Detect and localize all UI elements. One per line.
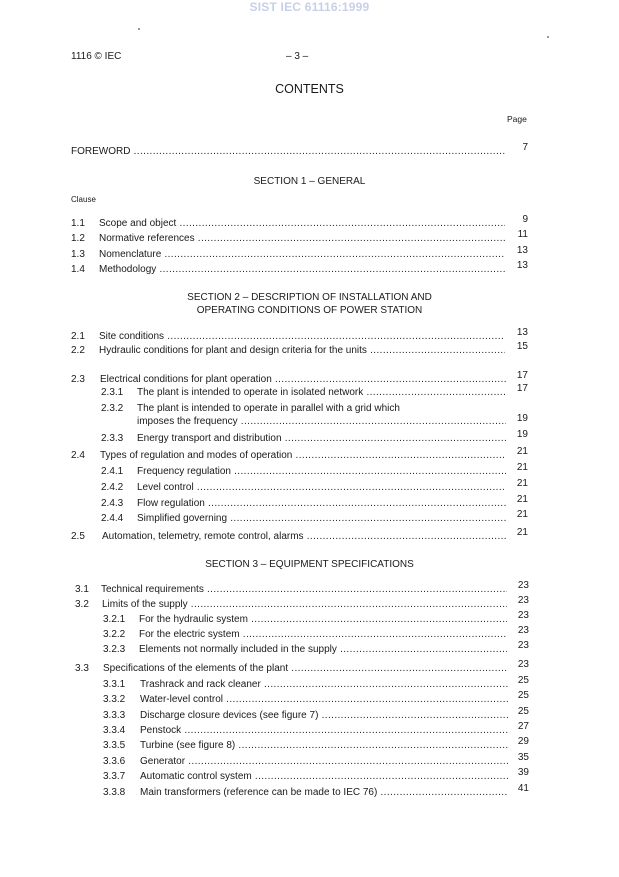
toc-entry-number: 2.5	[71, 531, 85, 542]
toc-entry-text: Discharge closure devices (see figure 7) .....	[140, 710, 508, 721]
toc-entry-text: For the hydraulic system .....	[139, 614, 507, 625]
toc-entry-text: Energy transport and distribution .....	[137, 433, 506, 444]
toc-entry-number: 3.3.6	[103, 756, 126, 767]
toc-entry-page: 21	[516, 462, 528, 473]
toc-entry-text: Turbine (see figure 8) .....	[140, 740, 508, 751]
toc-entry-number: 3.3.7	[103, 771, 126, 782]
toc-entry-text: Simplified governing .....	[137, 513, 506, 524]
toc-entry-text: Methodology .....	[99, 264, 505, 275]
toc-entry[interactable]	[0, 509, 619, 527]
toc-entry-text: Trashrack and rack cleaner .....	[140, 679, 508, 690]
section-2-heading-line1: SECTION 2 – DESCRIPTION OF INSTALLATION AND	[187, 292, 432, 303]
toc-entry-text: Scope and object .....	[99, 218, 505, 229]
header-left: 1116 © IEC	[71, 51, 122, 62]
watermark: SIST IEC 61116:1999	[249, 0, 370, 14]
toc-entry-text: The plant is intended to operate in parallel with a grid which	[137, 403, 400, 414]
toc-entry-number: 2.3	[71, 374, 85, 385]
toc-entry-text: Water-level control .....	[140, 694, 508, 705]
toc-entry-page: 21	[516, 494, 528, 505]
toc-entry-text: Site conditions .....	[99, 331, 505, 342]
toc-entry-page: 19	[516, 429, 528, 440]
toc-entry-number: 3.3.5	[103, 740, 126, 751]
toc-entry-number: 2.4.4	[101, 513, 124, 524]
toc-entry-page: 9	[522, 214, 528, 225]
toc-entry-number: 2.3.1	[101, 387, 124, 398]
toc-entry-number: 2.4.3	[101, 498, 124, 509]
toc-entry-page: 19	[516, 413, 528, 424]
toc-entry-page: 11	[517, 229, 528, 240]
toc-entry-page: 23	[517, 659, 529, 670]
toc-entry-page: 25	[517, 675, 529, 686]
toc-entry-page: 23	[517, 580, 529, 591]
toc-entry-page: 23	[517, 595, 529, 606]
toc-entry-number: 1.2	[71, 233, 85, 244]
toc-entry-page: 21	[516, 509, 528, 520]
toc-entry[interactable]	[0, 403, 619, 427]
toc-entry-text: Automatic control system .....	[140, 771, 508, 782]
toc-entry-page: 21	[516, 478, 528, 489]
toc-entry-page: 29	[517, 736, 529, 747]
toc-entry-number: 2.4.1	[101, 466, 124, 477]
toc-entry-text: For the electric system .....	[139, 629, 507, 640]
toc-entry-page: 23	[517, 640, 529, 651]
toc-entry-page: 25	[517, 706, 529, 717]
toc-entry-number: 3.2.3	[103, 644, 126, 655]
clause-column-label: Clause	[71, 195, 96, 204]
toc-entry-text: Flow regulation .....	[137, 498, 506, 509]
toc-entry-number: 3.2.1	[103, 614, 126, 625]
toc-entry-number: 3.2	[75, 599, 89, 610]
toc-entry-page: 39	[517, 767, 529, 778]
toc-entry-text: Limits of the supply .....	[102, 599, 507, 610]
toc-entry[interactable]	[0, 260, 619, 278]
section-3-heading: SECTION 3 – EQUIPMENT SPECIFICATIONS	[205, 559, 414, 570]
toc-entry-text-continued: imposes the frequency .....	[137, 416, 506, 427]
toc-entry-text: Normative references .....	[99, 233, 505, 244]
toc-entry-number: 3.3	[75, 663, 89, 674]
toc-entry-number: 1.3	[71, 249, 85, 260]
toc-entry-page: 21	[516, 527, 528, 538]
contents-title: CONTENTS	[275, 82, 344, 96]
section-1-heading: SECTION 1 – GENERAL	[253, 176, 366, 187]
toc-entry[interactable]	[0, 527, 619, 545]
toc-entry-number: 3.3.2	[103, 694, 126, 705]
toc-entry-page: 35	[517, 752, 529, 763]
toc-entry-number: 3.3.4	[103, 725, 126, 736]
toc-entry-number: 2.2	[71, 345, 85, 356]
toc-entry-text: Hydraulic conditions for plant and design criteria for the units .....	[99, 345, 505, 356]
toc-entry-text: Automation, telemetry, remote control, alarms .....	[102, 531, 506, 542]
toc-entry-page: 17	[516, 383, 528, 394]
toc-entry-text: Frequency regulation .....	[137, 466, 506, 477]
toc-entry-number: 1.1	[71, 218, 85, 229]
toc-entry-number: 2.1	[71, 331, 85, 342]
toc-entry-page: 7	[522, 142, 528, 153]
toc-entry-number: 2.3.3	[101, 433, 124, 444]
header-page-number: – 3 –	[286, 51, 309, 62]
toc-entry-number: 1.4	[71, 264, 85, 275]
toc-entry-page: 27	[517, 721, 529, 732]
toc-entry-text: The plant is intended to operate in isolated network .....	[137, 387, 506, 398]
toc-entry-text: Level control .....	[137, 482, 506, 493]
toc-entry-page: 23	[517, 610, 529, 621]
toc-entry-foreword[interactable]	[0, 142, 619, 160]
toc-entry-page: 13	[516, 260, 528, 271]
toc-entry-number: 3.3.1	[103, 679, 126, 690]
toc-entry[interactable]	[0, 640, 619, 658]
toc-entry-number: 3.3.8	[103, 787, 126, 798]
toc-entry-page: 13	[516, 327, 528, 338]
toc-entry-number: 3.2.2	[103, 629, 126, 640]
toc-entry[interactable]	[0, 783, 619, 801]
speck	[138, 28, 140, 30]
toc-entry[interactable]	[0, 429, 619, 447]
toc-entry-number: 3.3.3	[103, 710, 126, 721]
toc-entry-number: 3.1	[75, 584, 89, 595]
section-2-heading-line2: OPERATING CONDITIONS OF POWER STATION	[196, 305, 423, 316]
toc-entry-text: Electrical conditions for plant operation .....	[100, 374, 506, 385]
toc-entry[interactable]	[0, 383, 619, 401]
toc-entry-page: 21	[516, 446, 528, 457]
page-column-label: Page	[507, 114, 527, 124]
toc-entry-text: Generator .....	[140, 756, 508, 767]
toc-entry-number: 2.4.2	[101, 482, 124, 493]
toc-entry-text: Specifications of the elements of the plant .....	[103, 663, 507, 674]
toc-entry-text: Nomenclature .....	[99, 249, 505, 260]
toc-entry-text: Main transformers (reference can be made to IEC 76) .....	[140, 787, 508, 798]
toc-entry-page: 17	[516, 370, 528, 381]
toc-entry-text: Technical requirements .....	[101, 584, 507, 595]
toc-entry-page: 23	[517, 625, 529, 636]
toc-entry-page: 41	[517, 783, 529, 794]
toc-entry-page: 25	[517, 690, 529, 701]
toc-entry-number: 2.4	[71, 450, 85, 461]
speck	[547, 36, 549, 38]
toc-entry-text: FOREWORD .....	[71, 146, 506, 157]
toc-entry-page: 13	[516, 245, 528, 256]
toc-entry-number: 2.3.2	[101, 403, 124, 414]
toc-entry-text: Elements not normally included in the supply .....	[139, 644, 507, 655]
toc-entry[interactable]	[0, 341, 619, 359]
toc-entry-text: Types of regulation and modes of operation .....	[100, 450, 506, 461]
toc-entry-text: Penstock .....	[140, 725, 508, 736]
toc-entry-page: 15	[516, 341, 528, 352]
